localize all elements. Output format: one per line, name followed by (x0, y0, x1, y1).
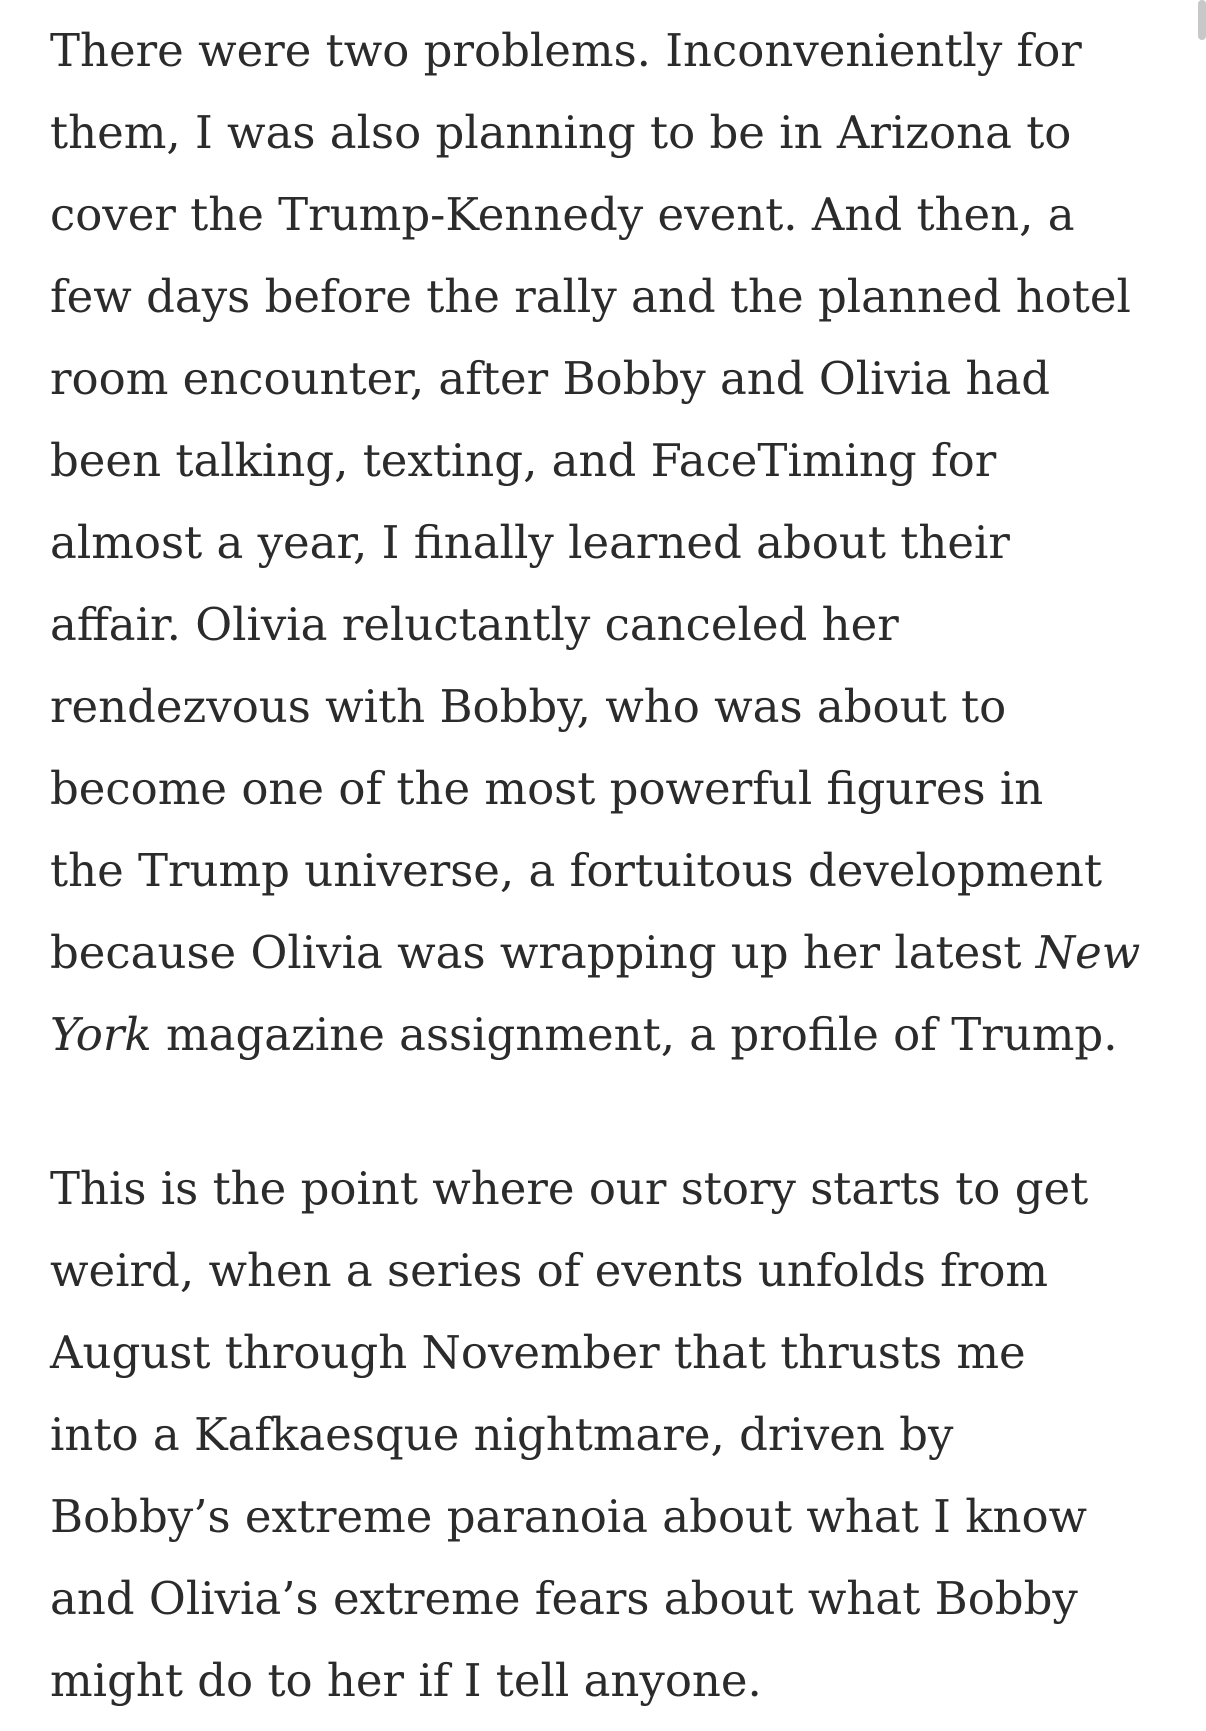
scrollbar[interactable] (1198, 0, 1206, 40)
text-line: might do to her if I tell anyone. (50, 1654, 762, 1707)
text-line: into a Kafkaesque nightmare, driven by (50, 1408, 954, 1461)
publication-title-italic: York (50, 1008, 152, 1061)
text-line: affair. Olivia reluctantly canceled her (50, 598, 899, 651)
paragraph-2 (50, 1148, 1170, 1722)
text-line: been talking, texting, and FaceTiming for (50, 434, 997, 487)
text-line: become one of the most powerful figures in (50, 762, 1044, 815)
article-body (50, 10, 1170, 1722)
text-line: cover the Trump-Kennedy event. And then, a (50, 188, 1075, 241)
text-line: There were two problems. Inconveniently for (50, 24, 1082, 77)
text-line: and Olivia’s extreme fears about what Bobby (50, 1572, 1078, 1625)
paragraph-1 (50, 10, 1170, 1076)
text-line: them, I was also planning to be in Arizona to (50, 106, 1072, 159)
text-line: rendezvous with Bobby, who was about to (50, 680, 1007, 733)
publication-title-italic: New (1035, 926, 1141, 979)
text-line: few days before the rally and the planned hotel (50, 270, 1131, 323)
text-line: because Olivia was wrapping up her latest New (50, 926, 1141, 979)
text-line: weird, when a series of events unfolds from (50, 1244, 1049, 1297)
text-line: Bobby’s extreme paranoia about what I know (50, 1490, 1088, 1543)
text-line: room encounter, after Bobby and Olivia had (50, 352, 1051, 405)
text-line: the Trump universe, a fortuitous development (50, 844, 1103, 897)
text-line: York magazine assignment, a profile of Trump. (50, 1008, 1118, 1061)
text-line: This is the point where our story starts to get (50, 1162, 1089, 1215)
text-line: August through November that thrusts me (50, 1326, 1026, 1379)
text-line: almost a year, I finally learned about their (50, 516, 1010, 569)
